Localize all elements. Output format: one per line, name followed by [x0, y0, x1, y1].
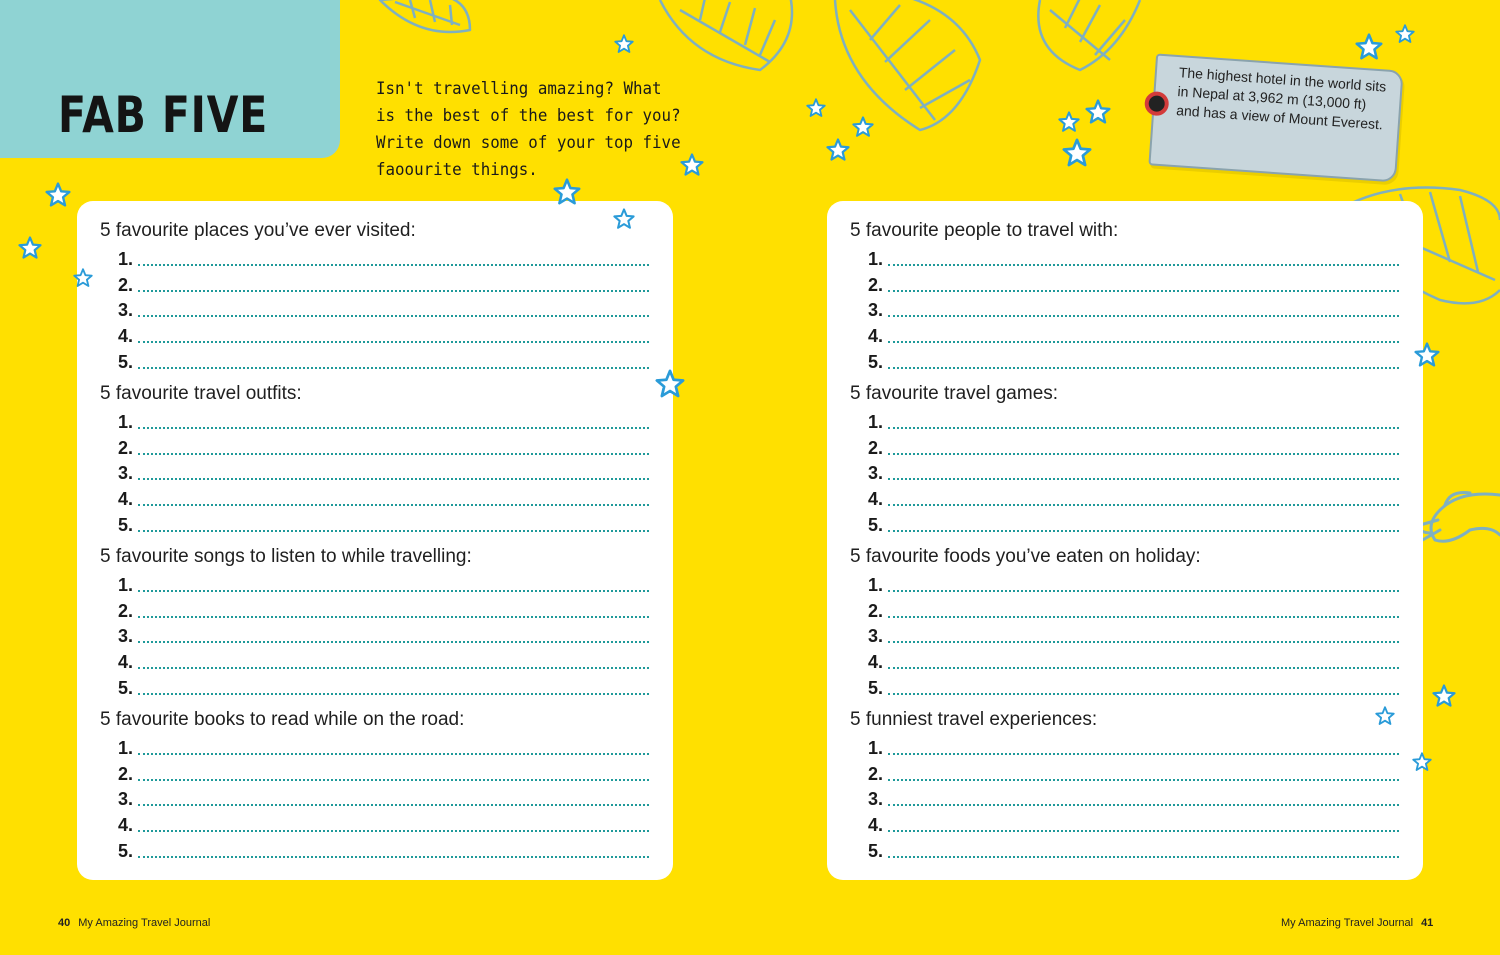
- section-heading: 5 favourite people to travel with:: [850, 220, 1119, 241]
- write-line[interactable]: [850, 646, 1399, 672]
- line-number: 4.: [868, 815, 884, 836]
- dotted-line: [888, 830, 1399, 832]
- dotted-line: [138, 530, 649, 532]
- write-line[interactable]: [850, 243, 1399, 269]
- line-number: 1.: [868, 737, 884, 758]
- write-line[interactable]: [100, 346, 649, 372]
- section-heading: 5 favourite travel outfits:: [100, 383, 302, 404]
- write-line[interactable]: [850, 269, 1399, 295]
- dotted-line: [138, 315, 649, 317]
- write-line[interactable]: [850, 432, 1399, 458]
- line-number: 2.: [868, 274, 884, 295]
- line-number: 3.: [118, 626, 134, 647]
- star-icon: [18, 236, 42, 260]
- star-icon: [613, 208, 635, 230]
- write-line[interactable]: [850, 784, 1399, 810]
- dotted-line: [138, 616, 649, 618]
- write-line[interactable]: [850, 458, 1399, 484]
- page-title: FAB FIVE: [58, 86, 269, 144]
- star-icon: [1375, 706, 1395, 726]
- write-line[interactable]: [100, 758, 649, 784]
- write-line[interactable]: [100, 732, 649, 758]
- line-number: 1.: [118, 411, 134, 432]
- star-icon: [1062, 138, 1092, 168]
- dotted-line: [138, 290, 649, 292]
- star-icon: [1412, 752, 1432, 772]
- write-line[interactable]: [850, 483, 1399, 509]
- dotted-line: [138, 667, 649, 669]
- dotted-line: [888, 641, 1399, 643]
- dotted-line: [888, 667, 1399, 669]
- line-number: 1.: [868, 574, 884, 595]
- line-number: 3.: [118, 300, 134, 321]
- line-number: 3.: [868, 626, 884, 647]
- intro-text: Isn't travelling amazing? What is the best of the best for you? Write down some of your top five faoourite things.: [376, 79, 681, 180]
- star-icon: [45, 182, 71, 208]
- line-number: 5.: [868, 840, 884, 861]
- section-heading: 5 favourite foods you’ve eaten on holiday:: [850, 546, 1201, 567]
- star-icon: [1395, 24, 1415, 44]
- write-line[interactable]: [850, 320, 1399, 346]
- star-icon: [655, 369, 685, 399]
- write-line[interactable]: [100, 432, 649, 458]
- dotted-line: [138, 641, 649, 643]
- line-number: 1.: [118, 248, 134, 269]
- section-heading: 5 funniest travel experiences:: [850, 709, 1098, 730]
- dotted-line: [888, 315, 1399, 317]
- line-number: 3.: [868, 789, 884, 810]
- line-number: 1.: [868, 248, 884, 269]
- list-section: [850, 545, 1399, 698]
- write-line[interactable]: [100, 320, 649, 346]
- footer-left: [58, 917, 210, 929]
- line-number: 3.: [868, 463, 884, 484]
- dotted-line: [888, 341, 1399, 343]
- line-number: 2.: [118, 763, 134, 784]
- star-icon: [852, 116, 874, 138]
- dotted-line: [138, 453, 649, 455]
- dotted-line: [888, 427, 1399, 429]
- tag-hole: [1144, 91, 1170, 117]
- line-number: 4.: [118, 489, 134, 510]
- write-line[interactable]: [850, 569, 1399, 595]
- write-line[interactable]: [100, 621, 649, 647]
- section-heading: 5 favourite books to read while on the road:: [100, 709, 465, 730]
- line-number: 5.: [118, 840, 134, 861]
- dotted-line: [888, 478, 1399, 480]
- star-icon: [73, 268, 93, 288]
- footer-title-left: My Amazing Travel Journal: [78, 917, 211, 929]
- footer-right: [1281, 917, 1441, 929]
- dotted-line: [138, 804, 649, 806]
- write-line[interactable]: [100, 809, 649, 835]
- dotted-line: [888, 453, 1399, 455]
- star-icon: [680, 153, 704, 177]
- write-line[interactable]: [100, 483, 649, 509]
- dotted-line: [138, 427, 649, 429]
- line-number: 4.: [118, 652, 134, 673]
- write-line[interactable]: [850, 406, 1399, 432]
- star-icon: [553, 178, 581, 206]
- line-number: 2.: [118, 437, 134, 458]
- line-number: 2.: [868, 600, 884, 621]
- dotted-line: [138, 478, 649, 480]
- write-line[interactable]: [850, 835, 1399, 861]
- dotted-line: [138, 264, 649, 266]
- list-section: [850, 219, 1399, 372]
- dotted-line: [138, 779, 649, 781]
- line-number: 5.: [118, 351, 134, 372]
- dotted-line: [138, 753, 649, 755]
- dotted-line: [888, 504, 1399, 506]
- list-section: [100, 219, 649, 372]
- write-line[interactable]: [850, 346, 1399, 372]
- line-number: 4.: [868, 489, 884, 510]
- star-icon: [1058, 111, 1080, 133]
- right-card: [827, 201, 1423, 880]
- dotted-line: [138, 504, 649, 506]
- line-number: 5.: [868, 351, 884, 372]
- write-line[interactable]: [850, 621, 1399, 647]
- dotted-line: [138, 693, 649, 695]
- dotted-line: [888, 264, 1399, 266]
- list-section: [100, 708, 649, 861]
- line-number: 5.: [118, 677, 134, 698]
- write-line[interactable]: [100, 458, 649, 484]
- luggage-tag-icon: [1148, 53, 1403, 182]
- line-number: 3.: [118, 789, 134, 810]
- line-number: 2.: [118, 600, 134, 621]
- footer-title-right: My Amazing Travel Journal: [1281, 917, 1414, 929]
- dotted-line: [888, 779, 1399, 781]
- list-section: [850, 708, 1399, 861]
- write-line[interactable]: [100, 269, 649, 295]
- star-icon: [1355, 33, 1383, 61]
- dotted-line: [888, 616, 1399, 618]
- list-section: [100, 382, 649, 535]
- section-heading: 5 favourite places you’ve ever visited:: [100, 220, 416, 241]
- section-heading: 5 favourite songs to listen to while travelling:: [100, 546, 472, 567]
- line-number: 4.: [868, 652, 884, 673]
- write-line[interactable]: [100, 835, 649, 861]
- line-number: 4.: [868, 326, 884, 347]
- write-line[interactable]: [850, 758, 1399, 784]
- left-card: [77, 201, 673, 880]
- write-line[interactable]: [100, 295, 649, 321]
- dotted-line: [888, 367, 1399, 369]
- line-number: 5.: [868, 514, 884, 535]
- dotted-line: [138, 590, 649, 592]
- star-icon: [1432, 684, 1456, 708]
- line-number: 2.: [868, 763, 884, 784]
- star-icon: [1414, 342, 1440, 368]
- dotted-line: [888, 856, 1399, 858]
- page-number-right: 41: [1421, 917, 1434, 929]
- line-number: 3.: [868, 300, 884, 321]
- dotted-line: [888, 530, 1399, 532]
- dotted-line: [888, 290, 1399, 292]
- write-line[interactable]: [850, 595, 1399, 621]
- fact-text: The highest hotel in the world sits in Nepal at 3,962 m (13,000 ft) and has a view of Mount Everest.: [1175, 64, 1387, 133]
- line-number: 5.: [868, 677, 884, 698]
- line-number: 4.: [118, 815, 134, 836]
- list-section: [850, 382, 1399, 535]
- write-line[interactable]: [850, 672, 1399, 698]
- write-line[interactable]: [850, 509, 1399, 535]
- write-line[interactable]: [100, 569, 649, 595]
- line-number: 4.: [118, 326, 134, 347]
- dotted-line: [138, 367, 649, 369]
- write-line[interactable]: [100, 672, 649, 698]
- line-number: 3.: [118, 463, 134, 484]
- line-number: 2.: [868, 437, 884, 458]
- dotted-line: [888, 693, 1399, 695]
- dotted-line: [888, 753, 1399, 755]
- write-line[interactable]: [100, 509, 649, 535]
- write-line[interactable]: [850, 732, 1399, 758]
- dotted-line: [138, 830, 649, 832]
- star-icon: [1085, 99, 1111, 125]
- dotted-line: [888, 804, 1399, 806]
- write-line[interactable]: [100, 406, 649, 432]
- write-line[interactable]: [100, 595, 649, 621]
- page-number-left: 40: [58, 917, 71, 929]
- line-number: 1.: [118, 737, 134, 758]
- list-section: [100, 545, 649, 698]
- star-icon: [826, 138, 850, 162]
- dotted-line: [138, 341, 649, 343]
- write-line[interactable]: [100, 646, 649, 672]
- write-line[interactable]: [100, 243, 649, 269]
- line-number: 1.: [118, 574, 134, 595]
- dotted-line: [888, 590, 1399, 592]
- star-icon: [806, 98, 826, 118]
- write-line[interactable]: [100, 784, 649, 810]
- line-number: 5.: [118, 514, 134, 535]
- write-line[interactable]: [850, 809, 1399, 835]
- line-number: 1.: [868, 411, 884, 432]
- dotted-line: [138, 856, 649, 858]
- star-icon: [614, 34, 634, 54]
- section-heading: 5 favourite travel games:: [850, 383, 1059, 404]
- line-number: 2.: [118, 274, 134, 295]
- write-line[interactable]: [850, 295, 1399, 321]
